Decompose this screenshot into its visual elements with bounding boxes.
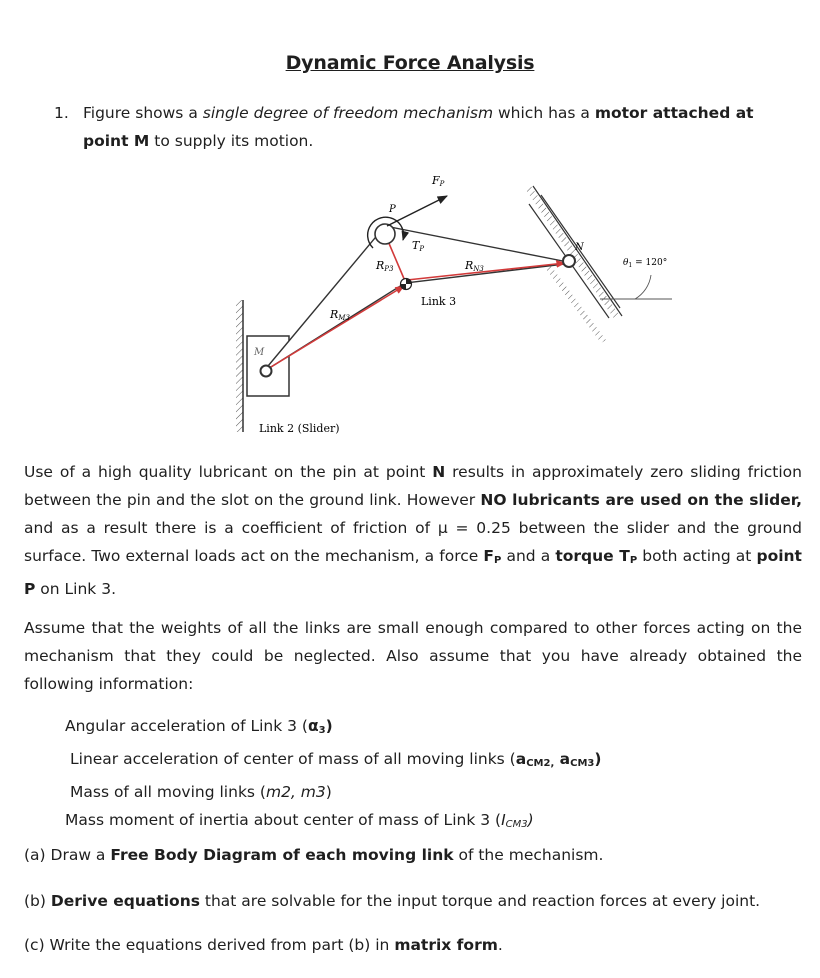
label-link3: Link 3 [421,295,457,308]
info-moment-of-inertia: Mass moment of inertia about center of mass of Link 3 $(I_{CM3})$ [65,811,534,830]
question-1 [54,99,804,155]
info-angular-acceleration: Angular acceleration of Link 3 $(\alpha_3)$ [65,717,333,736]
label-m: M [254,347,265,358]
label-rm3: RM3 [330,308,350,322]
label-theta: $\theta_1 = 120^\circ$ [623,258,668,269]
info-linear-acceleration: Linear acceleration of center of mass of all moving links ($a_{CM2,}$ $a_{CM3}$) [70,750,602,769]
part-c: (c) Write the equations derived from part (b) in matrix form. [24,936,503,954]
mechanism-figure [225,168,705,443]
force-fp-arrow [387,196,447,226]
info-mass: Mass of all moving links (m2, m3) [70,783,332,801]
label-link2: Link 2 (Slider) [259,422,340,435]
paragraph-assumptions: Assume that the weights of all the links are small enough compared to other forces acting on the mechanism that they could be neglected. Also assume that you have already obtained the following information: [24,619,802,693]
label-fp: FP [432,174,445,188]
given-info-list [65,712,601,839]
question-number: 1. [54,104,69,122]
pin-m-joint [261,366,272,377]
label-tp: TP [412,239,425,253]
part-b: (b) Derive equations that are solvable for the input torque and reaction forces at every joint. [24,892,761,910]
paragraph-friction: Use of a high quality lubricant on the pin at point N results in approximately zero sliding friction between the pin and the slot on the ground link. However NO lubricants are used on the slider, and as a result there is a coefficient of friction of μ = 0.25 between the slider and the ground surface. Two external loads act on the mechanism, a force $F_P$ and a torque $T_P$ both acting at point P on Link 3. [24,463,802,598]
label-rn3: RN3 [465,259,484,273]
pin-n-joint [563,255,575,267]
center-of-mass-icon [401,279,412,290]
label-p: P [389,204,396,215]
ground-wall [236,300,243,432]
question-text: Figure shows a single degree of freedom mechanism which has a motor attached at point M to supply its motion. [83,104,754,150]
point-p-joint [375,224,395,244]
part-a: (a) Draw a Free Body Diagram of each moving link of the mechanism. [24,846,604,864]
label-rp3: RP3 [376,259,394,273]
page-title: Dynamic Force Analysis [285,52,535,74]
label-n: N [575,242,584,253]
